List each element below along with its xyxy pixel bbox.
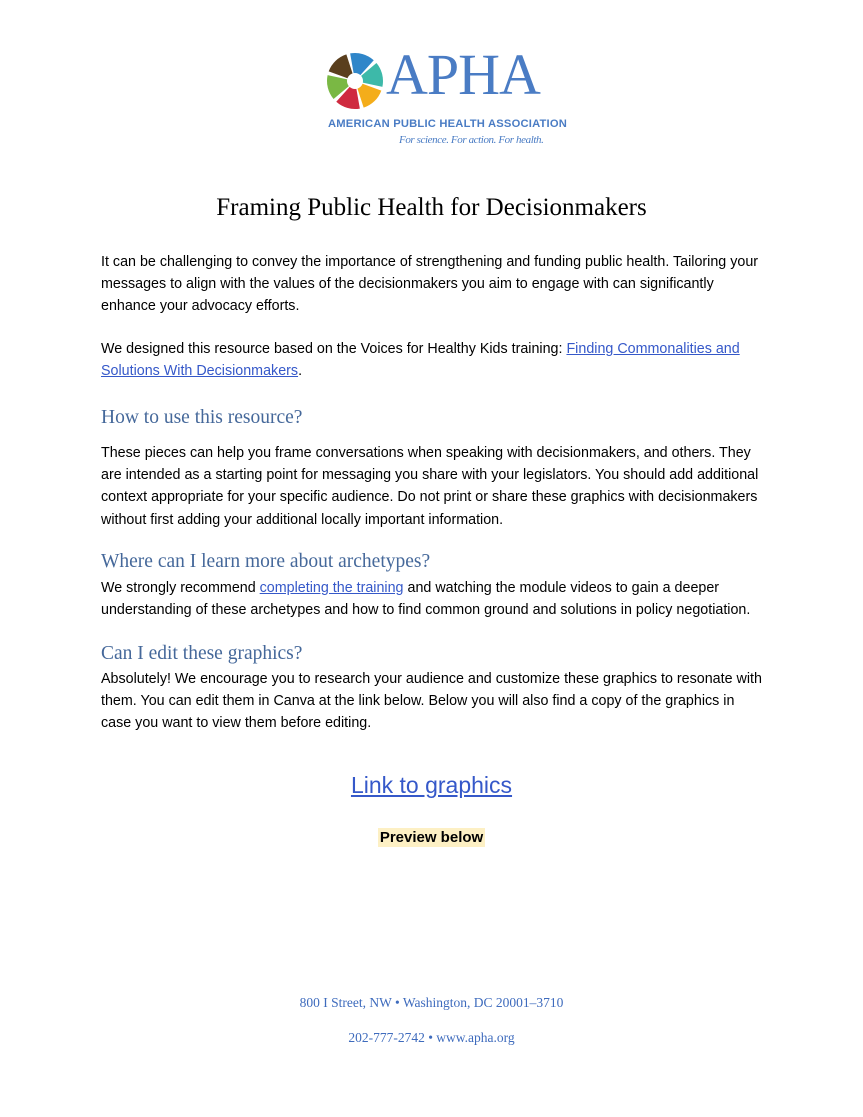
designed-paragraph bbox=[101, 338, 767, 382]
designed-text: We designed this resource based on the Voices for Healthy Kids training: bbox=[101, 341, 567, 357]
preview-label: Preview below bbox=[379, 829, 484, 846]
archetypes-text-after: and watching the module videos to gain a deeper understanding of these archetypes and how to find common ground and solutions in policy negotiation. bbox=[101, 580, 751, 619]
preview-label-container bbox=[0, 829, 863, 846]
page-title: Framing Public Health for Decisionmakers bbox=[216, 194, 647, 221]
edit-graphics-paragraph: Absolutely! We encourage you to research your audience and customize these graphics to resonate with them. You can edit them in Canva at the link below. Below you will also find a copy of the graphics in case you want to view them before editing. bbox=[101, 671, 762, 732]
archetypes-paragraph bbox=[101, 577, 767, 621]
apha-logo bbox=[326, 42, 568, 150]
apha-pinwheel-icon bbox=[326, 52, 384, 110]
graphics-link-container bbox=[0, 772, 863, 799]
training-link[interactable]: Finding Commonalities and Solutions With Decisionmakers bbox=[101, 341, 740, 380]
designed-end: . bbox=[298, 363, 303, 380]
footer-contact: 202-777-2742 • www.apha.org bbox=[348, 1030, 515, 1045]
intro-paragraph: It can be challenging to convey the importance of strengthening and funding public health. Tailoring your messages to align with the values of the decisionmakers you aim to engage with can significantly enhance your advocacy efforts. bbox=[101, 254, 759, 315]
how-to-use-paragraph: These pieces can help you frame conversations when speaking with decisionmakers, and others. They are intended as a starting point for messaging you share with your legislators. You should add additional context appropriate for your specific audience. Do not print or share these graphics with decisionmakers without first adding your additional locally important information. bbox=[101, 445, 759, 528]
logo-tagline: For science. For action. For health. bbox=[399, 134, 544, 146]
link-to-graphics[interactable]: Link to graphics bbox=[350, 772, 513, 798]
section-heading-archetypes: Where can I learn more about archetypes? bbox=[101, 551, 431, 572]
apha-wordmark: APHA bbox=[386, 42, 540, 107]
completing-training-link[interactable]: completing the training bbox=[259, 580, 404, 596]
association-name: AMERICAN PUBLIC HEALTH ASSOCIATION bbox=[328, 118, 568, 130]
archetypes-text-before: We strongly recommend bbox=[101, 580, 260, 596]
section-heading-how-to-use: How to use this resource? bbox=[101, 407, 303, 428]
section-heading-edit-graphics: Can I edit these graphics? bbox=[101, 643, 303, 664]
footer-address: 800 I Street, NW • Washington, DC 20001–3710 bbox=[299, 995, 564, 1010]
